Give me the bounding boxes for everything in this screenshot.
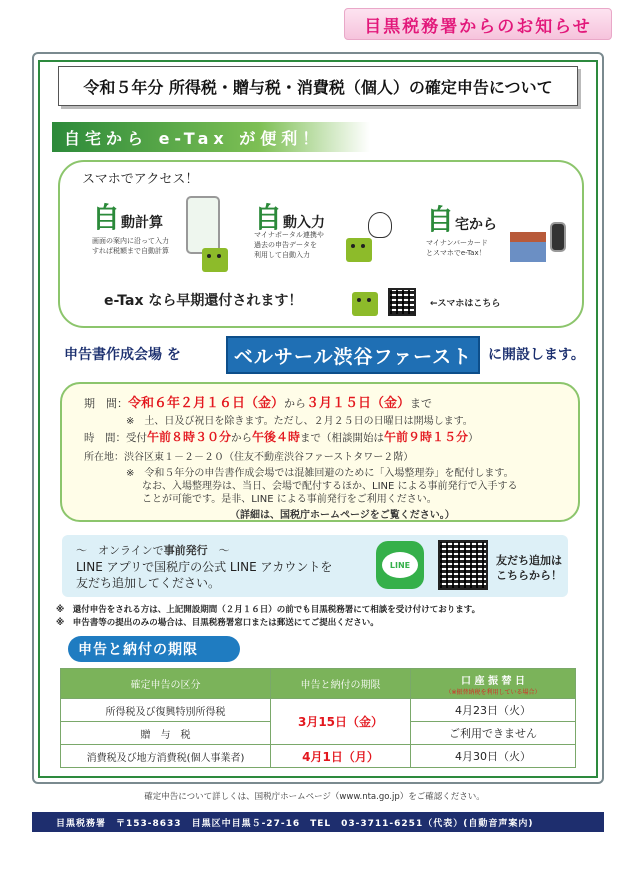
feature-auto-input-desc: マイナポータル連携や 過去の申告データを 利用して自動入力 bbox=[254, 231, 324, 259]
feature-auto-calc-desc: 画面の案内に沿って入力 すれば税額まで自動計算 bbox=[92, 237, 169, 255]
table-cell: 4月1日（月） bbox=[271, 745, 411, 768]
venue-suffix: に開設します。 bbox=[488, 347, 585, 363]
house-icon bbox=[510, 232, 546, 262]
page-title: 令和５年分 所得税・贈与税・消費税（個人）の確定申告について bbox=[58, 66, 578, 106]
notice-tag: 目黒税務署からのお知らせ bbox=[344, 8, 612, 40]
table-cell: ご利用できません bbox=[411, 722, 576, 745]
feature-from-home-desc: マイナンバーカード とスマホでe-Tax！ bbox=[426, 239, 488, 257]
mascot-icon bbox=[202, 248, 228, 272]
table-cell: 4月23日（火） bbox=[411, 699, 576, 722]
ticket-note-2: なお、入場整理券は、当日、会場で配付するほか、LINE による事前発行で入手する bbox=[142, 481, 518, 492]
feature-from-home: 自宅から bbox=[426, 203, 498, 236]
phone-icon bbox=[550, 222, 566, 252]
feature-auto-input: 自動入力 bbox=[254, 201, 326, 234]
smartphone-heading: スマホでアクセス！ bbox=[82, 172, 199, 187]
ticket-note-3: ことが可能です。是非、LINE による事前発行をご利用ください。 bbox=[142, 494, 437, 505]
rabbit-icon bbox=[368, 212, 392, 238]
line-app-icon[interactable] bbox=[376, 541, 424, 589]
table-cell: 所得税及び復興特別所得税 bbox=[61, 699, 271, 722]
smartphone-qr-label: ←スマホはこちら bbox=[430, 299, 501, 309]
ticket-note-1: ※ 令和５年分の申告書作成会場では混雑回避のために「入場整理券」を配付します。 bbox=[126, 468, 514, 479]
etax-banner: 自宅から e-Tax が便利！ bbox=[52, 122, 370, 152]
table-header: 確定申告の区分 bbox=[61, 669, 271, 699]
refund-note: ※ 還付申告をされる方は、上記開設期間（２月１６日）の前でも目黒税務署にて相談を受け付けております。 bbox=[56, 605, 481, 615]
period-note: ※ 土、日及び祝日を除きます。ただし、２月２５日の日曜日は開場します。 bbox=[126, 416, 473, 427]
period-line: 期 間：令和６年２月１６日（金）から３月１５日（金）まで bbox=[84, 396, 433, 411]
online-heading: ～ オンラインで事前発行 ～ bbox=[76, 544, 230, 557]
deadline-heading: 申告と納付の期限 bbox=[68, 636, 240, 662]
deadline-table bbox=[60, 668, 576, 768]
mascot-icon bbox=[346, 238, 372, 262]
table-cell: 消費税及び地方消費税(個人事業者) bbox=[61, 745, 271, 768]
line-qr-code-icon[interactable] bbox=[438, 540, 488, 590]
table-header: 口 座 振 替 日 （※振替納税を利用している場合） bbox=[411, 669, 576, 699]
detail-note: （詳細は、国税庁ホームページをご覧ください。） bbox=[230, 510, 455, 521]
footer-contact-bar: 目黒税務署 〒153-8633 目黒区中目黒５-27-16 TEL 03-3711-6251（代表）(自動音声案内) bbox=[32, 812, 604, 832]
venue-prefix: 申告書作成会場 を bbox=[64, 347, 181, 363]
table-cell: 贈 与 税 bbox=[61, 722, 271, 745]
early-refund-text: e-Tax なら早期還付されます！ bbox=[104, 293, 303, 309]
phone-icon bbox=[186, 196, 220, 254]
mascot-icon bbox=[352, 292, 378, 316]
friend-add-2: こちらから！ bbox=[496, 569, 562, 582]
address-line: 所在地：渋谷区東１－２－２０（住友不動産渋谷ファーストタワー２階） bbox=[84, 452, 414, 463]
footer-note: 確定申告について詳しくは、国税庁ホームページ（www.nta.go.jp）をご確認ください。 bbox=[144, 792, 485, 802]
feature-auto-calc: 自動計算 bbox=[92, 201, 164, 234]
table-cell: 3月15日（金） bbox=[271, 699, 411, 745]
table-cell: 4月30日（火） bbox=[411, 745, 576, 768]
submission-note: ※ 申告書等の提出のみの場合は、目黒税務署窓口または郵送にてご提出ください。 bbox=[56, 618, 379, 628]
table-row bbox=[61, 745, 576, 768]
friend-add-1: 友だち追加は bbox=[496, 554, 562, 567]
venue-name: ベルサール渋谷ファースト bbox=[226, 336, 480, 374]
table-header: 申告と納付の期限 bbox=[271, 669, 411, 699]
time-line: 時 間：受付午前８時３０分から午後４時まで（相談開始は午前９時１５分） bbox=[84, 430, 479, 444]
online-body-2: 友だち追加してください。 bbox=[76, 576, 221, 590]
online-body-1: LINE アプリで国税庁の公式 LINE アカウントを bbox=[76, 560, 333, 574]
line-logo-text: LINE bbox=[382, 552, 418, 578]
qr-code-icon[interactable] bbox=[388, 288, 416, 316]
table-row bbox=[61, 699, 576, 722]
